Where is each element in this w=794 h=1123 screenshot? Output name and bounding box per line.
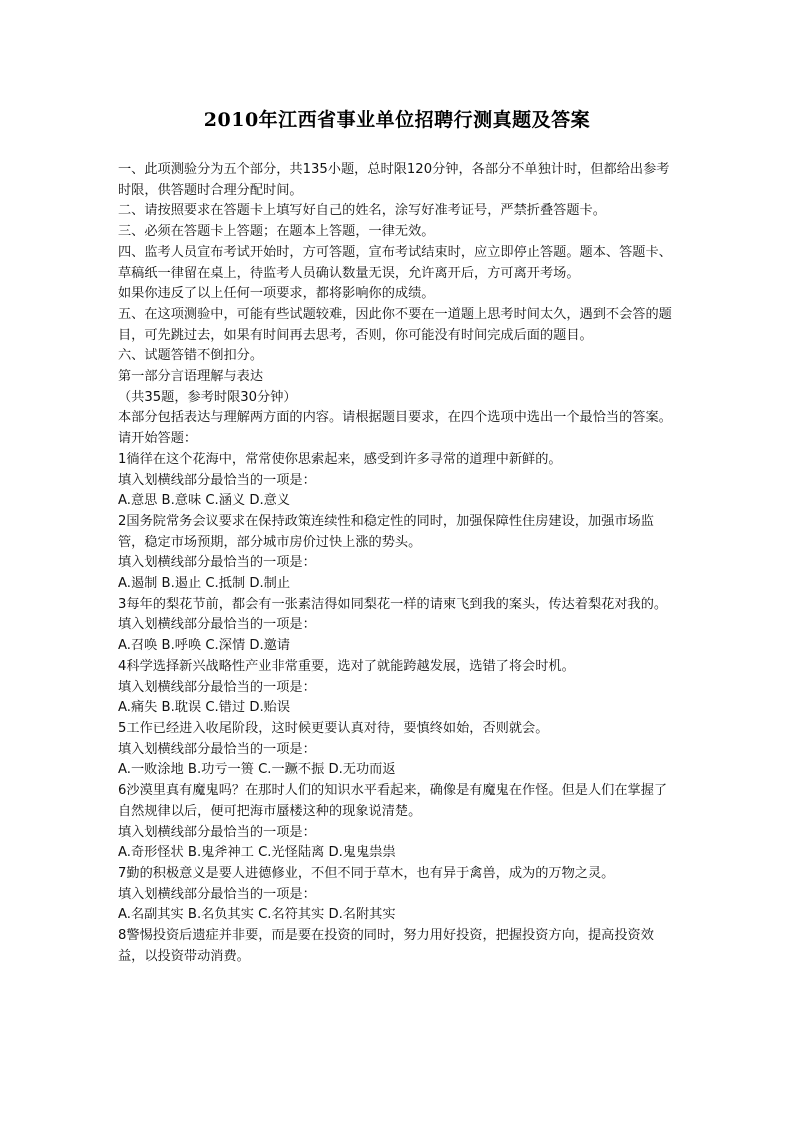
question-3-stem: 3每年的梨花节前，都会有一张素洁得如同梨花一样的请柬飞到我的案头，传达着梨花对我的。 [118,596,668,612]
question-7-stem: 7勤的积极意义是要人进德修业，不但不同于草木，也有异于禽兽，成为的万物之灵。 [118,865,615,881]
document-body [118,160,678,967]
question-3-prompt: 填入划横线部分最恰当的一项是： [118,617,316,633]
question-5-stem: 5工作已经进入收尾阶段，这时候更要认真对待，要慎终如始，否则就会。 [118,720,549,736]
question-2-stem: 2国务院常务会议要求在保持政策连续性和稳定性的同时，加强保障性住房建设，加强市场监管，稳定市场预期，部分城市房价过快上涨的势头。 [118,513,654,550]
instruction-5: 五、在这项测验中，可能有些试题较难，因此你不要在一道题上思考时间太久，遇到不会答的题目，可先跳过去，如果有时间再去思考，否则，你可能没有时间完成后面的题目。 [118,306,672,343]
instruction-6: 六、试题答错不倒扣分。 [118,348,264,364]
instruction-3: 三、必须在答题卡上答题；在题本上答题，一律无效。 [118,224,435,240]
question-6-prompt: 填入划横线部分最恰当的一项是： [118,824,316,840]
question-6-options: A.奇形怪状 B.鬼斧神工 C.光怪陆离 D.鬼鬼祟祟 [118,845,396,861]
question-5-options: A.一败涂地 B.功亏一篑 C.一蹶不振 D.无功而返 [118,762,396,778]
question-3-options: A.召唤 B.呼唤 C.深情 D.邀请 [118,638,291,654]
instruction-4: 四、监考人员宣布考试开始时，方可答题，宣布考试结束时，应立即停止答题。题本、答题卡、草稿纸一律留在桌上，待监考人员确认数量无误，允许离开后，方可离开考场。 [118,244,672,281]
question-1-stem: 1徜徉在这个花海中，常常使你思索起来，感受到许多寻常的道理中新鲜的。 [118,451,562,467]
question-8-stem: 8警惕投资后遗症并非要，而是要在投资的同时，努力用好投资，把握投资方向，提高投资效益，以投资带动消费。 [118,928,654,964]
question-2-prompt: 填入划横线部分最恰当的一项是： [118,555,316,571]
question-4-prompt: 填入划横线部分最恰当的一项是： [118,679,316,695]
instruction-2: 二、请按照要求在答题卡上填写好自己的姓名，涂写好准考证号，严禁折叠答题卡。 [118,203,606,219]
question-1-options: A.意思 B.意味 C.涵义 D.意义 [118,493,291,509]
question-7-options: A.名副其实 B.名负其实 C.名符其实 D.名附其实 [118,907,396,923]
section-heading: 第一部分言语理解与表达 [118,369,264,385]
instruction-warning: 如果你违反了以上任何一项要求，都将影响你的成绩。 [118,286,435,302]
section-description: 本部分包括表达与理解两方面的内容。请根据题目要求，在四个选项中选出一个最恰当的答案。 [118,410,672,426]
question-1-prompt: 填入划横线部分最恰当的一项是： [118,472,316,488]
question-6-stem: 6沙漠里真有魔鬼吗？在那时人们的知识水平看起来，确像是有魔鬼在作怪。但是人们在掌握了自然规律以后，便可把海市蜃楼这种的现象说清楚。 [118,783,668,819]
question-5-prompt: 填入划横线部分最恰当的一项是： [118,741,316,757]
section-time-note: （共35题，参考时限30分钟） [118,389,297,405]
question-7-prompt: 填入划横线部分最恰当的一项是： [118,886,316,902]
question-4-options: A.痛失 B.耽误 C.错过 D.贻误 [118,700,291,716]
section-start: 请开始答题： [118,431,198,447]
question-4-stem: 4科学选择新兴战略性产业非常重要，选对了就能跨越发展，选错了将会时机。 [118,658,575,674]
document-title: 2010年江西省事业单位招聘行测真题及答案 [203,109,591,131]
instruction-1: 一、此项测验分为五个部分，共135小题，总时限120分钟，各部分不单独计时，但都给出参考时限，供答题时合理分配时间。 [118,162,670,198]
question-2-options: A.遏制 B.遏止 C.抵制 D.制止 [118,576,291,592]
